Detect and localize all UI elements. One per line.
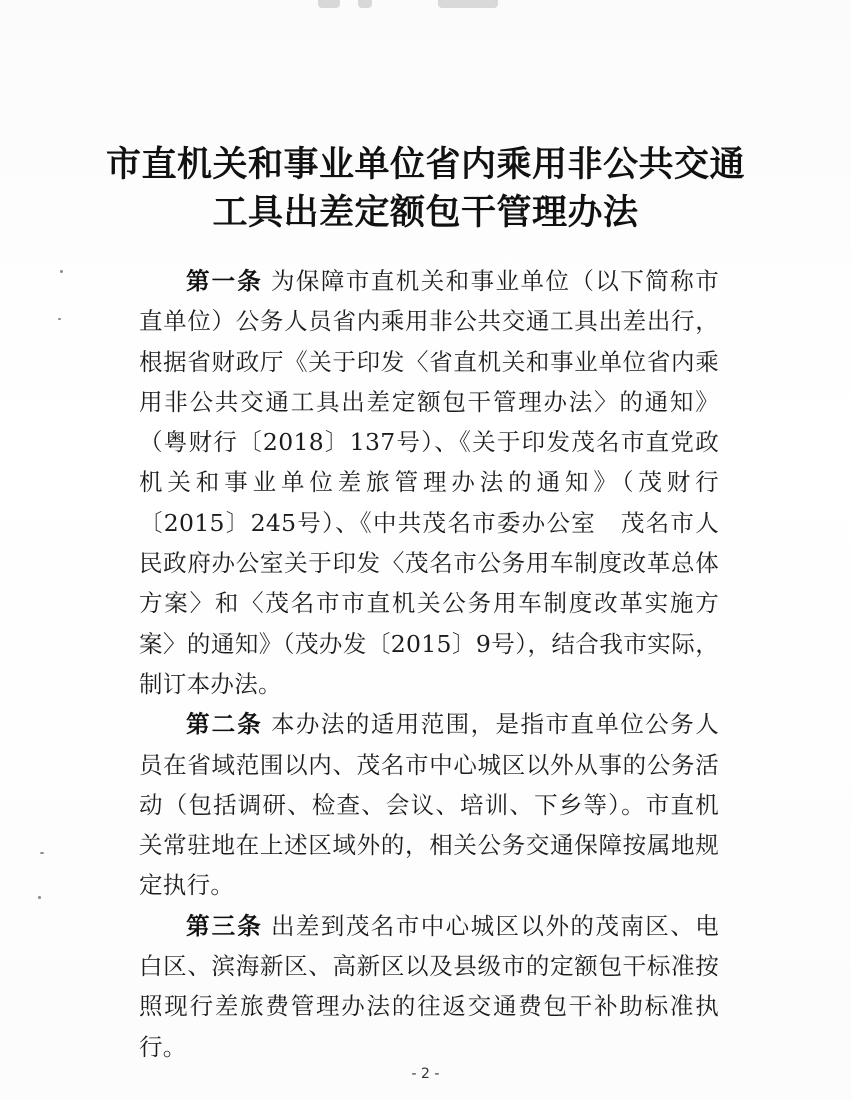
- document-title-line-1: 市直机关和事业单位省内乘用非公共交通: [105, 144, 745, 185]
- page-number: - 2 -: [411, 1066, 440, 1082]
- scan-speck: [60, 270, 63, 273]
- article-1-text: 为保障市直机关和事业单位（以下简称市直单位）公务人员省内乘用非公共交通工具出差出行，根据省财政厅《关于印发〈省直机关和事业单位省内乘用非公共交通工具出差定额包干管理办法〉的通知》（粤财行〔2018〕137号）、《关于印发茂名市直党政机关和事业单位差旅管理办法的通知》（茂财行〔2015〕245号）、《中共茂名市委办公室 茂名市人民政府办公室关于印发〈茂名市公务用车制度改革总体方案〉和〈茂名市市直机关公务用车制度改革实施方案〉的通知》（茂办发〔2015〕9号），结合我市实际，制订本办法。: [139, 267, 719, 698]
- article-2: [139, 704, 719, 905]
- scan-smudge: [318, 0, 528, 14]
- article-1-label: 第一条: [186, 267, 263, 295]
- scan-speck: [40, 852, 44, 854]
- article-1: [139, 261, 719, 704]
- article-3: [139, 906, 719, 1067]
- article-2-text: 本办法的适用范围，是指市直单位公务人员在省域范围以内、茂名市中心城区以外从事的公务活动（包括调研、检查、会议、培训、下乡等）。市直机关常驻地在上述区域外的，相关公务交通保障按属地规定执行。: [139, 710, 719, 900]
- article-3-text: 出差到茂名市中心城区以外的茂南区、电白区、滨海新区、高新区以及县级市的定额包干标准按照现行差旅费管理办法的往返交通费包干补助标准执行。: [139, 911, 719, 1061]
- document-body: [139, 261, 719, 1067]
- article-3-label: 第三条: [186, 911, 263, 940]
- document-title-line-2: 工具出差定额包干管理办法: [212, 192, 639, 233]
- scan-speck: [38, 896, 41, 899]
- article-2-label: 第二条: [186, 710, 263, 739]
- scan-speck: [58, 318, 61, 320]
